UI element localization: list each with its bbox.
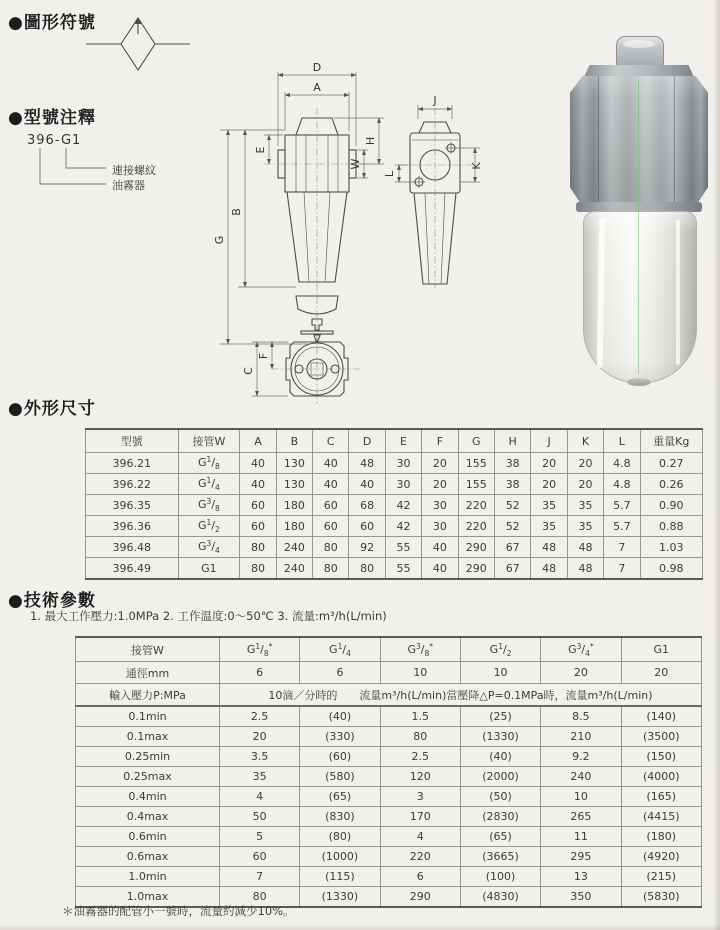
header-row: [86, 429, 703, 453]
value-cell: 290: [458, 537, 494, 558]
value-cell: 265: [541, 807, 621, 827]
value-cell: (580): [300, 767, 380, 787]
dim-label-G: G: [213, 235, 226, 245]
value-cell: 48: [567, 537, 603, 558]
value-cell: 7: [219, 867, 299, 887]
dim-label-W: W: [349, 158, 362, 170]
dim-label-A: A: [313, 81, 321, 94]
value-cell: 80: [313, 558, 349, 580]
column-header: A: [240, 429, 276, 453]
value-cell: 35: [567, 495, 603, 516]
value-cell: 0.27: [640, 453, 702, 474]
value-cell: 35: [531, 516, 567, 537]
value-cell: (50): [460, 787, 540, 807]
value-cell: 67: [495, 537, 531, 558]
value-cell: (60): [300, 747, 380, 767]
value-cell: 240: [541, 767, 621, 787]
value-cell: (5830): [621, 887, 701, 908]
dim-label-C: C: [242, 367, 255, 375]
value-cell: 92: [349, 537, 385, 558]
value-cell: (4830): [460, 887, 540, 908]
column-header: 型號: [86, 429, 179, 453]
value-cell: 5.7: [604, 495, 640, 516]
value-cell: 55: [385, 558, 421, 580]
dim-label-B: B: [230, 208, 243, 216]
value-cell: (215): [621, 867, 701, 887]
tech-note: 1. 最大工作壓力:1.0MPa 2. 工作温度:0～50℃ 3. 流量:m³/h(L/min): [30, 609, 387, 623]
value-cell: 0.26: [640, 474, 702, 495]
value-cell: 1.03: [640, 537, 702, 558]
section-title-model-notation: ●型號注釋: [8, 108, 96, 128]
model-cell: 396.22: [86, 474, 179, 495]
value-cell: (4920): [621, 847, 701, 867]
table-row: [86, 474, 703, 495]
thread-cell: $G^1/_2$: [178, 516, 240, 537]
dim-table: [85, 428, 703, 580]
column-header: B: [276, 429, 312, 453]
value-cell: (100): [460, 867, 540, 887]
row-label: 0.25max: [76, 767, 220, 787]
thread-cell: $G^1/_8^*$: [219, 637, 299, 662]
value-cell: 20: [422, 453, 458, 474]
column-header: 重量Kg: [640, 429, 702, 453]
callout-lubricator: 油霧器: [112, 179, 145, 192]
value-cell: 42: [385, 516, 421, 537]
value-cell: 60: [219, 847, 299, 867]
scan-edge-right: [713, 0, 720, 930]
value-cell: 20: [567, 453, 603, 474]
value-cell: 40: [422, 537, 458, 558]
value-cell: (4415): [621, 807, 701, 827]
model-cell: 396.49: [86, 558, 179, 580]
value-cell: 20: [567, 474, 603, 495]
value-cell: 20: [531, 474, 567, 495]
value-cell: 0.98: [640, 558, 702, 580]
row-label: 0.4min: [76, 787, 220, 807]
dim-table-body: [86, 453, 703, 580]
row-label: 0.4max: [76, 807, 220, 827]
value-cell: 60: [313, 516, 349, 537]
column-header: E: [385, 429, 421, 453]
value-cell: 13: [541, 867, 621, 887]
value-cell: 7: [604, 558, 640, 580]
value-cell: 20: [219, 727, 299, 747]
column-header: L: [604, 429, 640, 453]
pressure-description: 10滴／分時的 流量m³/h(L/min)當壓降△P=0.1MPa時，流量m³/h(L/min): [219, 684, 701, 707]
value-cell: 48: [531, 537, 567, 558]
value-cell: (830): [300, 807, 380, 827]
value-cell: 155: [458, 474, 494, 495]
section-title-outline-dimensions: ●外形尺寸: [8, 399, 96, 419]
column-header: C: [313, 429, 349, 453]
value-cell: 20: [621, 662, 701, 684]
value-cell: (150): [621, 747, 701, 767]
row-label: 0.6max: [76, 847, 220, 867]
column-header: J: [531, 429, 567, 453]
column-header: G: [458, 429, 494, 453]
row-label: 通徑mm: [76, 662, 220, 684]
value-cell: 290: [380, 887, 460, 908]
value-cell: 0.90: [640, 495, 702, 516]
thread-cell: $G^3/_4$: [178, 537, 240, 558]
value-cell: 220: [380, 847, 460, 867]
table-row: [86, 558, 703, 580]
value-cell: 40: [422, 558, 458, 580]
model-cell: 396.21: [86, 453, 179, 474]
value-cell: 170: [380, 807, 460, 827]
value-cell: (25): [460, 706, 540, 727]
model-callout-lines: [0, 146, 220, 194]
value-cell: 240: [276, 537, 312, 558]
value-cell: 48: [567, 558, 603, 580]
tech-table-body: [76, 637, 702, 907]
value-cell: 2.5: [380, 747, 460, 767]
dim-table-header: [86, 429, 703, 453]
value-cell: 5: [219, 827, 299, 847]
value-cell: 220: [458, 516, 494, 537]
table-row: [76, 767, 702, 787]
value-cell: (140): [621, 706, 701, 727]
value-cell: 35: [219, 767, 299, 787]
dim-label-E: E: [254, 146, 267, 154]
value-cell: 120: [380, 767, 460, 787]
model-cell: 396.35: [86, 495, 179, 516]
value-cell: 80: [219, 887, 299, 908]
value-cell: (115): [300, 867, 380, 887]
model-cell: 396.36: [86, 516, 179, 537]
table-row: [86, 537, 703, 558]
value-cell: 80: [380, 727, 460, 747]
row-label: 輸入壓力P:MPa: [76, 684, 220, 707]
dim-label-K: K: [470, 162, 483, 170]
table-row: [76, 847, 702, 867]
photo-drain-nub: [627, 378, 651, 386]
photo-top-knob: [616, 36, 664, 70]
lubricator-symbol-icon: [80, 12, 196, 82]
value-cell: 3: [380, 787, 460, 807]
value-cell: 5.7: [604, 516, 640, 537]
tech-table: [75, 636, 702, 908]
value-cell: (40): [460, 747, 540, 767]
callout-connection-thread: 連接螺紋: [112, 164, 156, 177]
value-cell: 20: [422, 474, 458, 495]
column-header: K: [567, 429, 603, 453]
value-cell: (1330): [460, 727, 540, 747]
value-cell: 60: [313, 495, 349, 516]
value-cell: 6: [380, 867, 460, 887]
value-cell: 35: [531, 495, 567, 516]
value-cell: 40: [313, 474, 349, 495]
value-cell: 180: [276, 495, 312, 516]
value-cell: 290: [458, 558, 494, 580]
value-cell: 30: [422, 495, 458, 516]
value-cell: 52: [495, 516, 531, 537]
thread-cell: $G^1/_2$: [460, 637, 540, 662]
value-cell: (65): [460, 827, 540, 847]
value-cell: 20: [531, 453, 567, 474]
value-cell: 6: [300, 662, 380, 684]
value-cell: 180: [276, 516, 312, 537]
value-cell: 6: [219, 662, 299, 684]
thread-cell: $G^1/_4$: [300, 637, 380, 662]
value-cell: (2000): [460, 767, 540, 787]
table-row: [76, 787, 702, 807]
value-cell: 60: [349, 516, 385, 537]
tech-footnote: ＊油霧器的配管小一號時，流量約減少10%。: [62, 904, 295, 918]
value-cell: 9.2: [541, 747, 621, 767]
table-row: [76, 706, 702, 727]
dim-label-J: J: [433, 94, 437, 107]
value-cell: 10: [380, 662, 460, 684]
value-cell: 8.5: [541, 706, 621, 727]
table-row: [76, 827, 702, 847]
value-cell: 3.5: [219, 747, 299, 767]
thread-cell: $G^3/_4^*$: [541, 637, 621, 662]
value-cell: 50: [219, 807, 299, 827]
column-header: D: [349, 429, 385, 453]
row-label: 0.1min: [76, 706, 220, 727]
value-cell: 40: [349, 474, 385, 495]
value-cell: 350: [541, 887, 621, 908]
dim-label-L: L: [383, 170, 396, 178]
pressure-row: [76, 684, 702, 707]
value-cell: 210: [541, 727, 621, 747]
value-cell: 30: [385, 453, 421, 474]
value-cell: 30: [385, 474, 421, 495]
product-photo: [560, 34, 716, 390]
row-label: 1.0min: [76, 867, 220, 887]
value-cell: 38: [495, 453, 531, 474]
column-header: F: [422, 429, 458, 453]
row-label: 接管W: [76, 637, 220, 662]
value-cell: 40: [240, 474, 276, 495]
dimension-drawing: [208, 52, 518, 412]
value-cell: 48: [531, 558, 567, 580]
value-cell: 4: [219, 787, 299, 807]
value-cell: 40: [240, 453, 276, 474]
value-cell: 11: [541, 827, 621, 847]
value-cell: (80): [300, 827, 380, 847]
value-cell: 130: [276, 453, 312, 474]
value-cell: (65): [300, 787, 380, 807]
value-cell: (1000): [300, 847, 380, 867]
row-label: 0.1max: [76, 727, 220, 747]
model-cell: 396.48: [86, 537, 179, 558]
value-cell: 30: [422, 516, 458, 537]
value-cell: 2.5: [219, 706, 299, 727]
value-cell: 80: [240, 558, 276, 580]
value-cell: 52: [495, 495, 531, 516]
table-row: [76, 727, 702, 747]
value-cell: 7: [604, 537, 640, 558]
value-cell: 42: [385, 495, 421, 516]
photo-clear-bowl: [583, 211, 697, 383]
value-cell: 20: [541, 662, 621, 684]
table-row: [76, 867, 702, 887]
table-row: [76, 747, 702, 767]
photo-cap-body: [570, 76, 708, 204]
value-cell: 240: [276, 558, 312, 580]
section-title-graphic-symbol: ●圖形符號: [8, 13, 96, 33]
value-cell: (1330): [300, 887, 380, 908]
value-cell: (3665): [460, 847, 540, 867]
value-cell: (3500): [621, 727, 701, 747]
model-number: 396-G1: [27, 133, 82, 148]
value-cell: 295: [541, 847, 621, 867]
thread-cell: G1: [621, 637, 701, 662]
row-label: 0.25min: [76, 747, 220, 767]
table-row: [76, 807, 702, 827]
value-cell: 48: [349, 453, 385, 474]
value-cell: 10: [460, 662, 540, 684]
value-cell: 55: [385, 537, 421, 558]
table-row: [86, 495, 703, 516]
section-title-technical-parameters: ●技術參數: [8, 591, 96, 611]
value-cell: 155: [458, 453, 494, 474]
scan-edge-bottom: [0, 925, 720, 930]
value-cell: 60: [240, 495, 276, 516]
value-cell: 80: [240, 537, 276, 558]
thread-cell: $G^1/_4$: [178, 474, 240, 495]
value-cell: 38: [495, 474, 531, 495]
value-cell: 40: [313, 453, 349, 474]
dim-label-H: H: [364, 136, 377, 146]
photo-cap-collar: [584, 65, 694, 77]
value-cell: 10: [541, 787, 621, 807]
table-row: [86, 516, 703, 537]
dim-label-F: F: [257, 352, 270, 360]
thread-cell: $G^1/_8$: [178, 453, 240, 474]
value-cell: (2830): [460, 807, 540, 827]
value-cell: 67: [495, 558, 531, 580]
bore-row: [76, 662, 702, 684]
value-cell: (4000): [621, 767, 701, 787]
value-cell: (180): [621, 827, 701, 847]
value-cell: 220: [458, 495, 494, 516]
value-cell: (330): [300, 727, 380, 747]
row-label: 0.6min: [76, 827, 220, 847]
value-cell: (165): [621, 787, 701, 807]
value-cell: 1.5: [380, 706, 460, 727]
thread-cell: $G^3/_8$: [178, 495, 240, 516]
thread-cell: G1: [178, 558, 240, 580]
value-cell: 0.88: [640, 516, 702, 537]
row-label: 1.0max: [76, 887, 220, 908]
dimension-lines: [213, 61, 483, 396]
value-cell: 80: [349, 558, 385, 580]
value-cell: 60: [240, 516, 276, 537]
value-cell: 4: [380, 827, 460, 847]
column-header: 接管W: [178, 429, 240, 453]
table-row: [86, 453, 703, 474]
value-cell: 4.8: [604, 453, 640, 474]
dim-label-D: D: [312, 61, 322, 74]
thread-cell: $G^3/_8^*$: [380, 637, 460, 662]
value-cell: 4.8: [604, 474, 640, 495]
thread-row: [76, 637, 702, 662]
value-cell: 68: [349, 495, 385, 516]
photo-sight-line: [638, 79, 639, 374]
value-cell: 35: [567, 516, 603, 537]
column-header: H: [495, 429, 531, 453]
value-cell: 80: [313, 537, 349, 558]
value-cell: 130: [276, 474, 312, 495]
value-cell: (40): [300, 706, 380, 727]
